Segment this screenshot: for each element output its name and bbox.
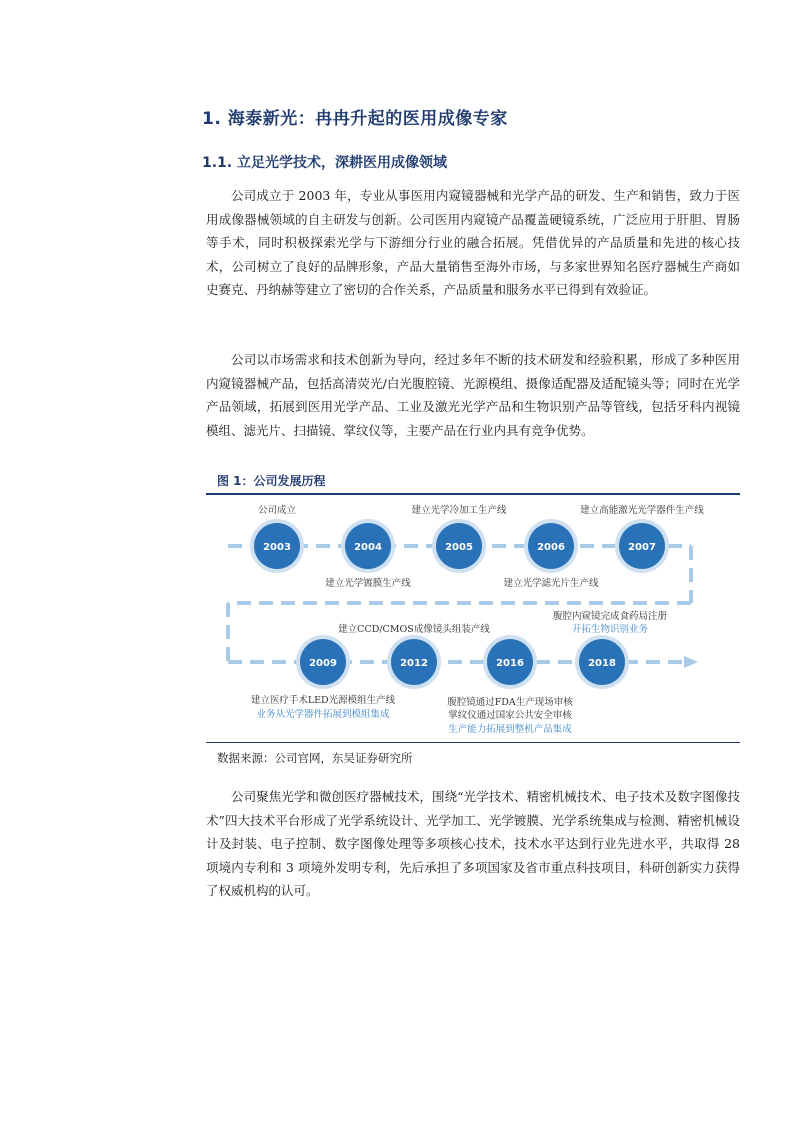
paragraph-intro: 公司成立于 2003 年，专业从事医用内窥镜器械和光学产品的研发、生产和销售，致力于医用成像器械领域的自主研发与创新。公司医用内窥镜产品覆盖硬镜系统，广泛应用于肝胆、胃肠等手术，同时积极探索光学与下游细分行业的融合拓展。凭借优异的产品质量和先进的核心技术，公司树立了良好的品牌形象，产品大量销售至海外市场，与多家世界知名医疗器械生产商如史赛克、丹纳赫等建立了密切的合作关系，产品质量和服务水平已得到有效验证。 [206,188,740,298]
paragraph-technology: 公司聚焦光学和微创医疗器械技术，围绕“光学技术、精密机械技术、电子技术及数字图像技术”四大技术平台形成了光学系统设计、光学加工、光学镀膜、光学系统集成与检测、精密机械设计及封装、电子控制、数字图像处理等多项核心技术，技术水平达到行业先进水平，共取得 28 项境内专利和 3 项境外发明专利，先后承担了多项国家及省市重点科技项目，科研创新实力获得了权威机构的认可。 [206,789,740,899]
timeline-arrow-head [684,656,698,668]
year-label: 2003 [263,542,291,553]
label-2009-b: 业务从光学器件拓展到模组集成 [256,709,390,720]
year-node-2006 [524,519,578,573]
year-node-2009 [296,635,350,689]
label-2018-b: 开拓生物识别业务 [571,624,649,635]
year-node-2007 [615,519,669,573]
year-label: 2004 [354,542,382,553]
year-label: 2005 [445,542,473,553]
label-2012: 建立CCD/CMOS成像镜头组装产线 [338,624,490,635]
label-2016-c: 生产能力拓展到整机产品集成 [448,724,572,735]
label-2004: 建立光学镀膜生产线 [325,578,411,589]
label-2005: 建立光学冷加工生产线 [411,505,507,516]
label-2016-a: 腹腔镜通过FDA生产现场审核 [447,697,573,708]
subsection-heading: 1.1. 立足光学技术，深耕医用成像领域 [202,155,447,171]
section-heading: 1. 海泰新光：冉冉升起的医用成像专家 [202,109,508,129]
year-label: 2007 [628,542,656,553]
label-2007: 建立高能激光光学器件生产线 [580,505,704,516]
label-2016-b: 掌纹仪通过国家公共安全审核 [448,710,572,721]
year-node-2016 [483,635,537,689]
label-2003: 公司成立 [257,505,297,516]
figure-source: 数据来源：公司官网，东吴证券研究所 [217,751,413,765]
year-node-2004 [341,519,395,573]
label-2006: 建立光学滤光片生产线 [503,578,599,589]
label-2018-a: 腹腔内窥镜完成食药局注册 [552,611,668,622]
year-label: 2018 [588,658,616,669]
figure-title: 图 1：公司发展历程 [217,474,326,488]
year-label: 2006 [537,542,565,553]
year-node-2005 [432,519,486,573]
paragraph-products: 公司以市场需求和技术创新为导向，经过多年不断的技术研发和经验积累，形成了多种医用内窥镜器械产品，包括高清荧光/白光腹腔镜、光源模组、摄像适配器及适配镜头等；同时在光学产品领域，拓展到医用光学产品、工业及激光光学产品和生物识别产品等管线，包括牙科内视镜模组、滤光片、扫描镜、掌纹仪等，主要产品在行业内具有竞争优势。 [206,352,740,438]
figure-bottom-rule [206,742,740,743]
year-node-2018 [575,635,629,689]
year-label: 2016 [496,658,524,669]
year-label: 2012 [400,658,428,669]
year-node-2003 [250,519,304,573]
year-node-2012 [387,635,441,689]
year-label: 2009 [309,658,337,669]
label-2009-a: 建立医疗手术LED光源模组生产线 [250,695,396,706]
company-timeline [206,495,740,741]
